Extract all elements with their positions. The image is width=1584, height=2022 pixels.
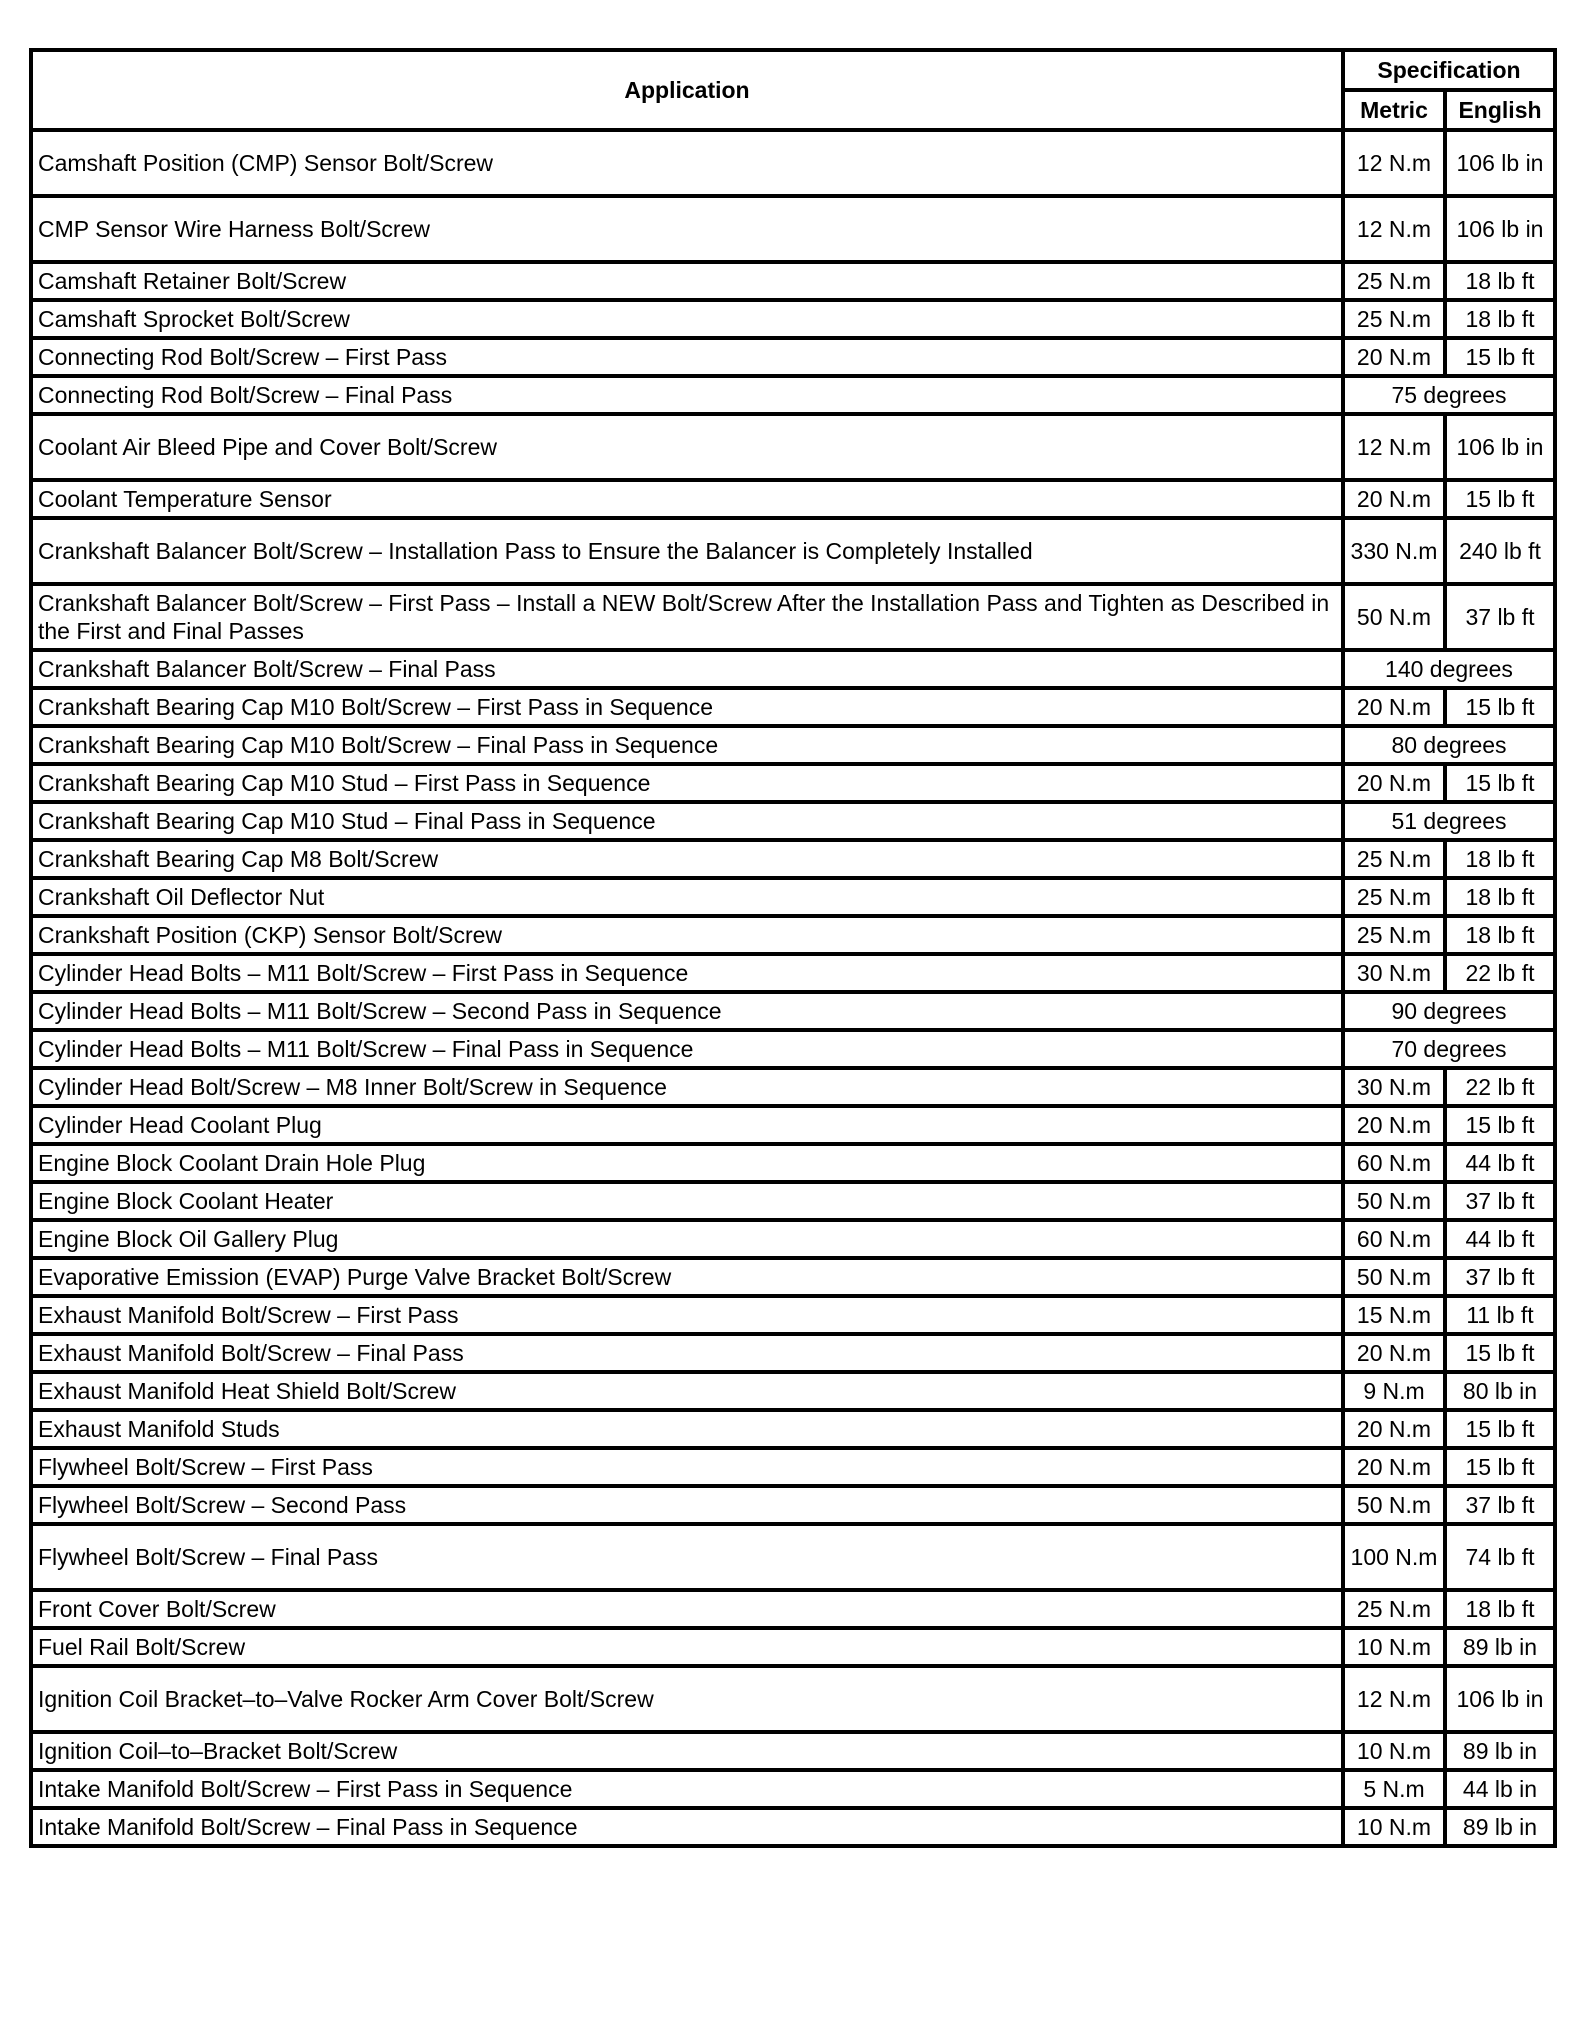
english-cell: 106 lb in bbox=[1445, 1666, 1555, 1732]
table-row bbox=[31, 1220, 1555, 1258]
metric-cell: 30 N.m bbox=[1343, 1068, 1445, 1106]
table-row bbox=[31, 1808, 1555, 1846]
english-cell: 18 lb ft bbox=[1445, 878, 1555, 916]
english-cell: 15 lb ft bbox=[1445, 1334, 1555, 1372]
application-cell: Crankshaft Bearing Cap M10 Bolt/Screw – Final Pass in Sequence bbox=[31, 726, 1343, 764]
application-cell: Crankshaft Bearing Cap M10 Bolt/Screw – First Pass in Sequence bbox=[31, 688, 1343, 726]
english-cell: 15 lb ft bbox=[1445, 1106, 1555, 1144]
table-row bbox=[31, 1372, 1555, 1410]
english-cell: 18 lb ft bbox=[1445, 262, 1555, 300]
english-cell: 106 lb in bbox=[1445, 196, 1555, 262]
metric-cell: 50 N.m bbox=[1343, 1258, 1445, 1296]
english-cell: 106 lb in bbox=[1445, 414, 1555, 480]
application-cell: Camshaft Sprocket Bolt/Screw bbox=[31, 300, 1343, 338]
metric-cell: 25 N.m bbox=[1343, 878, 1445, 916]
table-row bbox=[31, 376, 1555, 414]
metric-cell: 50 N.m bbox=[1343, 584, 1445, 650]
application-cell: Flywheel Bolt/Screw – Second Pass bbox=[31, 1486, 1343, 1524]
table-row bbox=[31, 1106, 1555, 1144]
angle-spec-cell: 90 degrees bbox=[1343, 992, 1555, 1030]
table-row bbox=[31, 1590, 1555, 1628]
application-cell: Exhaust Manifold Bolt/Screw – First Pass bbox=[31, 1296, 1343, 1334]
metric-cell: 20 N.m bbox=[1343, 1410, 1445, 1448]
table-row bbox=[31, 518, 1555, 584]
english-cell: 89 lb in bbox=[1445, 1732, 1555, 1770]
table-row bbox=[31, 726, 1555, 764]
metric-cell: 12 N.m bbox=[1343, 1666, 1445, 1732]
metric-cell: 330 N.m bbox=[1343, 518, 1445, 584]
application-cell: Crankshaft Bearing Cap M8 Bolt/Screw bbox=[31, 840, 1343, 878]
application-cell: Cylinder Head Bolts – M11 Bolt/Screw – Second Pass in Sequence bbox=[31, 992, 1343, 1030]
english-cell: 44 lb ft bbox=[1445, 1144, 1555, 1182]
metric-cell: 20 N.m bbox=[1343, 1448, 1445, 1486]
table-row bbox=[31, 1296, 1555, 1334]
application-cell: Flywheel Bolt/Screw – First Pass bbox=[31, 1448, 1343, 1486]
table-row bbox=[31, 584, 1555, 650]
english-cell: 37 lb ft bbox=[1445, 1486, 1555, 1524]
english-cell: 18 lb ft bbox=[1445, 300, 1555, 338]
table-row bbox=[31, 1448, 1555, 1486]
english-cell: 37 lb ft bbox=[1445, 584, 1555, 650]
table-row bbox=[31, 1030, 1555, 1068]
application-cell: Crankshaft Bearing Cap M10 Stud – First Pass in Sequence bbox=[31, 764, 1343, 802]
english-cell: 22 lb ft bbox=[1445, 954, 1555, 992]
metric-cell: 20 N.m bbox=[1343, 1334, 1445, 1372]
table-row bbox=[31, 1410, 1555, 1448]
metric-cell: 60 N.m bbox=[1343, 1144, 1445, 1182]
metric-cell: 50 N.m bbox=[1343, 1182, 1445, 1220]
table-row bbox=[31, 196, 1555, 262]
metric-cell: 25 N.m bbox=[1343, 262, 1445, 300]
metric-cell: 12 N.m bbox=[1343, 196, 1445, 262]
table-row bbox=[31, 802, 1555, 840]
angle-spec-cell: 51 degrees bbox=[1343, 802, 1555, 840]
header-english: English bbox=[1445, 90, 1555, 130]
english-cell: 89 lb in bbox=[1445, 1808, 1555, 1846]
table-row bbox=[31, 338, 1555, 376]
metric-cell: 12 N.m bbox=[1343, 414, 1445, 480]
english-cell: 15 lb ft bbox=[1445, 1448, 1555, 1486]
table-row bbox=[31, 300, 1555, 338]
english-cell: 74 lb ft bbox=[1445, 1524, 1555, 1590]
metric-cell: 25 N.m bbox=[1343, 300, 1445, 338]
metric-cell: 15 N.m bbox=[1343, 1296, 1445, 1334]
application-cell: Intake Manifold Bolt/Screw – First Pass in Sequence bbox=[31, 1770, 1343, 1808]
table-row bbox=[31, 130, 1555, 196]
table-row bbox=[31, 1628, 1555, 1666]
table-row bbox=[31, 1068, 1555, 1106]
application-cell: Connecting Rod Bolt/Screw – Final Pass bbox=[31, 376, 1343, 414]
english-cell: 44 lb ft bbox=[1445, 1220, 1555, 1258]
english-cell: 89 lb in bbox=[1445, 1628, 1555, 1666]
angle-spec-cell: 75 degrees bbox=[1343, 376, 1555, 414]
angle-spec-cell: 140 degrees bbox=[1343, 650, 1555, 688]
application-cell: Crankshaft Balancer Bolt/Screw – Final Pass bbox=[31, 650, 1343, 688]
metric-cell: 50 N.m bbox=[1343, 1486, 1445, 1524]
english-cell: 18 lb ft bbox=[1445, 916, 1555, 954]
english-cell: 18 lb ft bbox=[1445, 1590, 1555, 1628]
metric-cell: 20 N.m bbox=[1343, 338, 1445, 376]
application-cell: Crankshaft Balancer Bolt/Screw – First Pass – Install a NEW Bolt/Screw After the Installation Pass and Tighten as Described in the First and Final Passes bbox=[31, 584, 1343, 650]
english-cell: 240 lb ft bbox=[1445, 518, 1555, 584]
metric-cell: 60 N.m bbox=[1343, 1220, 1445, 1258]
application-cell: Cylinder Head Bolts – M11 Bolt/Screw – Final Pass in Sequence bbox=[31, 1030, 1343, 1068]
table-row bbox=[31, 992, 1555, 1030]
application-cell: Exhaust Manifold Heat Shield Bolt/Screw bbox=[31, 1372, 1343, 1410]
angle-spec-cell: 70 degrees bbox=[1343, 1030, 1555, 1068]
table-row bbox=[31, 262, 1555, 300]
application-cell: CMP Sensor Wire Harness Bolt/Screw bbox=[31, 196, 1343, 262]
english-cell: 22 lb ft bbox=[1445, 1068, 1555, 1106]
torque-specification-table bbox=[29, 48, 1557, 1848]
application-cell: Ignition Coil Bracket–to–Valve Rocker Arm Cover Bolt/Screw bbox=[31, 1666, 1343, 1732]
table-row bbox=[31, 840, 1555, 878]
application-cell: Cylinder Head Coolant Plug bbox=[31, 1106, 1343, 1144]
application-cell: Exhaust Manifold Bolt/Screw – Final Pass bbox=[31, 1334, 1343, 1372]
metric-cell: 10 N.m bbox=[1343, 1808, 1445, 1846]
english-cell: 15 lb ft bbox=[1445, 480, 1555, 518]
english-cell: 37 lb ft bbox=[1445, 1182, 1555, 1220]
table-row bbox=[31, 764, 1555, 802]
table-row bbox=[31, 1334, 1555, 1372]
application-cell: Exhaust Manifold Studs bbox=[31, 1410, 1343, 1448]
metric-cell: 20 N.m bbox=[1343, 688, 1445, 726]
header-application: Application bbox=[31, 50, 1343, 130]
table-row bbox=[31, 650, 1555, 688]
metric-cell: 10 N.m bbox=[1343, 1628, 1445, 1666]
table-row bbox=[31, 688, 1555, 726]
english-cell: 15 lb ft bbox=[1445, 338, 1555, 376]
table-row bbox=[31, 480, 1555, 518]
application-cell: Camshaft Position (CMP) Sensor Bolt/Screw bbox=[31, 130, 1343, 196]
header-specification: Specification bbox=[1343, 50, 1555, 90]
header-metric: Metric bbox=[1343, 90, 1445, 130]
metric-cell: 25 N.m bbox=[1343, 840, 1445, 878]
table-row bbox=[31, 1732, 1555, 1770]
english-cell: 80 lb in bbox=[1445, 1372, 1555, 1410]
metric-cell: 30 N.m bbox=[1343, 954, 1445, 992]
metric-cell: 10 N.m bbox=[1343, 1732, 1445, 1770]
english-cell: 44 lb in bbox=[1445, 1770, 1555, 1808]
english-cell: 15 lb ft bbox=[1445, 1410, 1555, 1448]
table-row bbox=[31, 954, 1555, 992]
application-cell: Camshaft Retainer Bolt/Screw bbox=[31, 262, 1343, 300]
table-row bbox=[31, 414, 1555, 480]
metric-cell: 9 N.m bbox=[1343, 1372, 1445, 1410]
table-row bbox=[31, 878, 1555, 916]
application-cell: Engine Block Oil Gallery Plug bbox=[31, 1220, 1343, 1258]
application-cell: Cylinder Head Bolts – M11 Bolt/Screw – First Pass in Sequence bbox=[31, 954, 1343, 992]
metric-cell: 25 N.m bbox=[1343, 916, 1445, 954]
angle-spec-cell: 80 degrees bbox=[1343, 726, 1555, 764]
application-cell: Coolant Temperature Sensor bbox=[31, 480, 1343, 518]
metric-cell: 20 N.m bbox=[1343, 1106, 1445, 1144]
application-cell: Crankshaft Position (CKP) Sensor Bolt/Screw bbox=[31, 916, 1343, 954]
application-cell: Connecting Rod Bolt/Screw – First Pass bbox=[31, 338, 1343, 376]
metric-cell: 5 N.m bbox=[1343, 1770, 1445, 1808]
metric-cell: 20 N.m bbox=[1343, 480, 1445, 518]
application-cell: Engine Block Coolant Heater bbox=[31, 1182, 1343, 1220]
table-row bbox=[31, 916, 1555, 954]
english-cell: 106 lb in bbox=[1445, 130, 1555, 196]
english-cell: 15 lb ft bbox=[1445, 764, 1555, 802]
application-cell: Evaporative Emission (EVAP) Purge Valve Bracket Bolt/Screw bbox=[31, 1258, 1343, 1296]
application-cell: Intake Manifold Bolt/Screw – Final Pass in Sequence bbox=[31, 1808, 1343, 1846]
english-cell: 15 lb ft bbox=[1445, 688, 1555, 726]
table-row bbox=[31, 1258, 1555, 1296]
metric-cell: 25 N.m bbox=[1343, 1590, 1445, 1628]
table-row bbox=[31, 1666, 1555, 1732]
application-cell: Cylinder Head Bolt/Screw – M8 Inner Bolt/Screw in Sequence bbox=[31, 1068, 1343, 1106]
application-cell: Front Cover Bolt/Screw bbox=[31, 1590, 1343, 1628]
application-cell: Ignition Coil–to–Bracket Bolt/Screw bbox=[31, 1732, 1343, 1770]
table-row bbox=[31, 1770, 1555, 1808]
application-cell: Engine Block Coolant Drain Hole Plug bbox=[31, 1144, 1343, 1182]
application-cell: Coolant Air Bleed Pipe and Cover Bolt/Screw bbox=[31, 414, 1343, 480]
table-row bbox=[31, 1486, 1555, 1524]
table-row bbox=[31, 1144, 1555, 1182]
english-cell: 11 lb ft bbox=[1445, 1296, 1555, 1334]
english-cell: 37 lb ft bbox=[1445, 1258, 1555, 1296]
table-body bbox=[31, 130, 1555, 1846]
metric-cell: 100 N.m bbox=[1343, 1524, 1445, 1590]
application-cell: Crankshaft Oil Deflector Nut bbox=[31, 878, 1343, 916]
metric-cell: 20 N.m bbox=[1343, 764, 1445, 802]
application-cell: Crankshaft Bearing Cap M10 Stud – Final Pass in Sequence bbox=[31, 802, 1343, 840]
table-row bbox=[31, 1524, 1555, 1590]
application-cell: Crankshaft Balancer Bolt/Screw – Installation Pass to Ensure the Balancer is Completely Installed bbox=[31, 518, 1343, 584]
application-cell: Fuel Rail Bolt/Screw bbox=[31, 1628, 1343, 1666]
application-cell: Flywheel Bolt/Screw – Final Pass bbox=[31, 1524, 1343, 1590]
table-row bbox=[31, 1182, 1555, 1220]
english-cell: 18 lb ft bbox=[1445, 840, 1555, 878]
metric-cell: 12 N.m bbox=[1343, 130, 1445, 196]
